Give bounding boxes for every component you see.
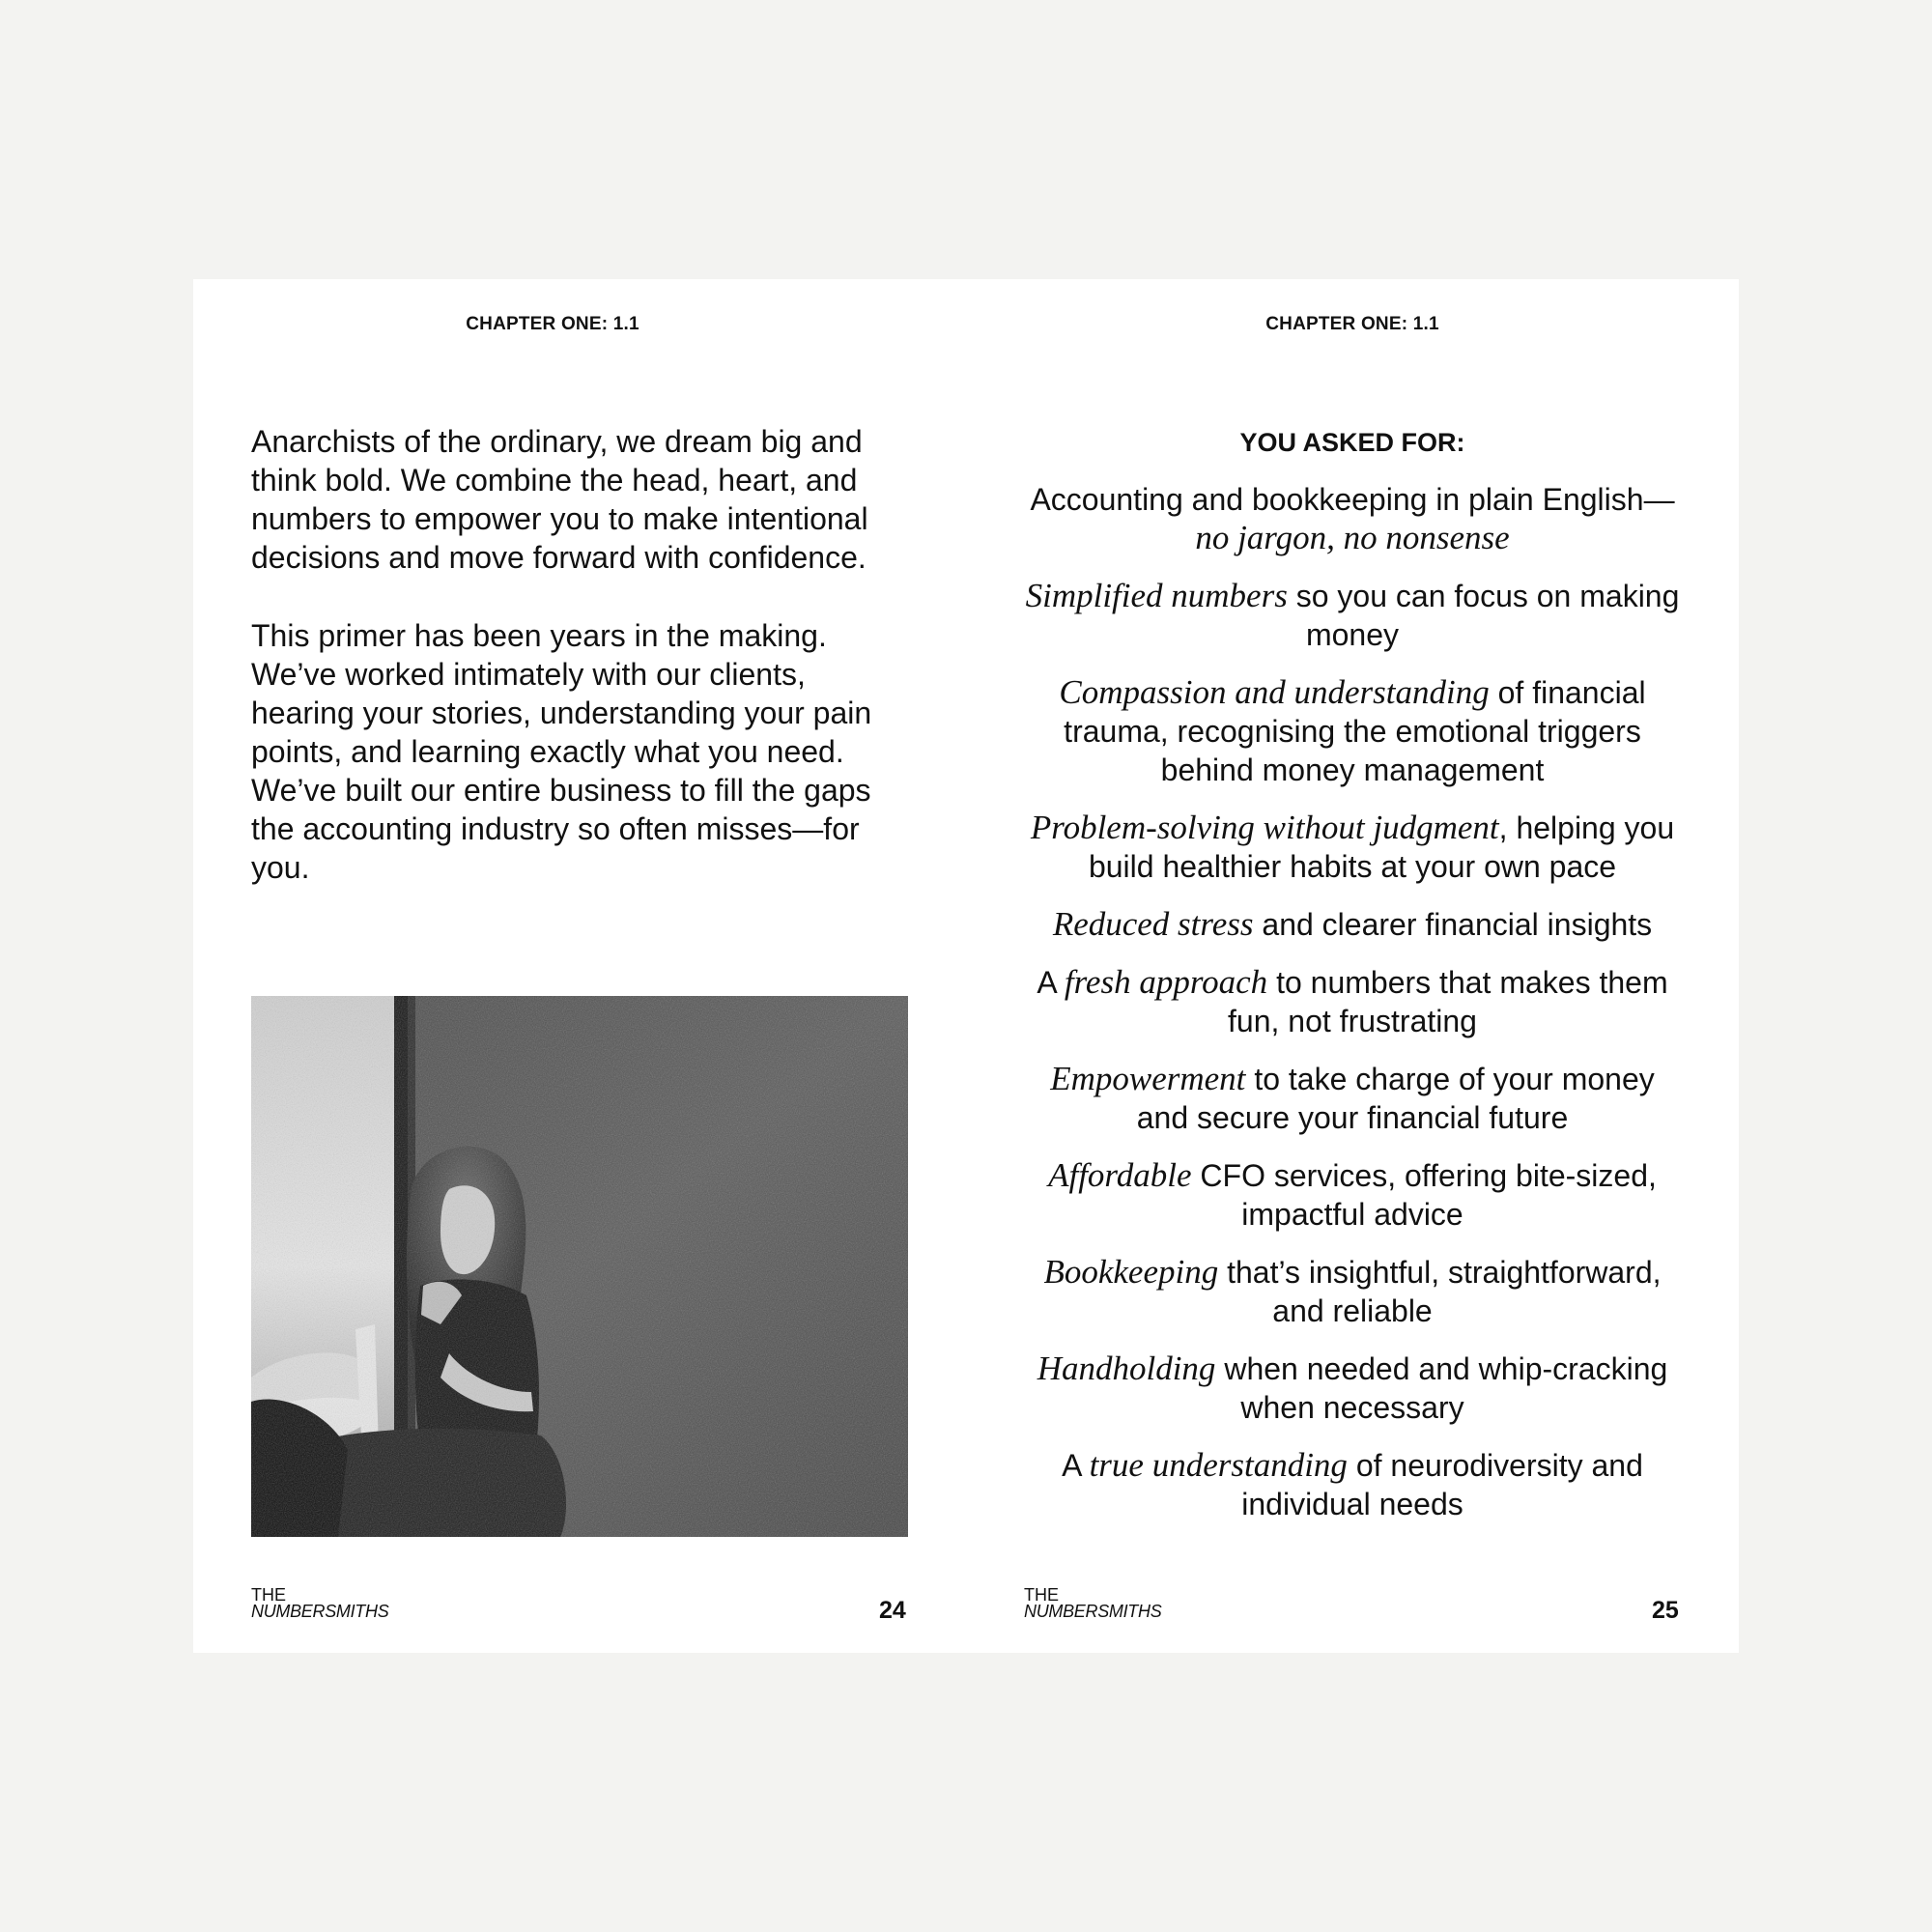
left-page [193,279,966,1653]
item-emphasis: Reduced stress [1052,905,1254,943]
asked-item [1024,480,1681,557]
chapter-label: CHAPTER ONE: 1.1 [466,314,639,334]
asked-item [1024,809,1681,886]
asked-item [1024,963,1681,1040]
asked-item [1024,673,1681,789]
asked-item [1024,905,1681,944]
item-emphasis: Bookkeeping [1043,1253,1219,1291]
item-text-after: when needed and whip-cracking when necessary [1215,1351,1668,1425]
chapter-header [166,314,939,335]
item-text-before: Accounting and bookkeeping in plain English— [1030,482,1675,517]
book-spread [193,279,1739,1653]
item-text-after: so you can focus on making money [1287,579,1680,652]
item-text-after: CFO services, offering bite-sized, impactful advice [1191,1158,1657,1232]
primer-paragraph: This primer has been years in the making. We’ve worked intimately with our clients, hearing your stories, understanding your pain points, and learning exactly what you need. We’ve built our entire business to fill the gaps the accounting industry so often misses—for you. [251,618,872,885]
asked-item [1024,1060,1681,1137]
item-emphasis: Compassion and understanding [1059,673,1490,711]
item-emphasis: Problem-solving without judgment [1030,809,1499,846]
asked-item [1024,1156,1681,1234]
logo-line-1: THE [251,1585,286,1605]
item-text-before: A [1037,965,1065,1000]
page-number: 24 [879,1597,906,1624]
item-emphasis: Empowerment [1050,1060,1246,1097]
item-emphasis: no jargon, no nonsense [1195,519,1510,556]
photo-illustration [251,996,908,1537]
asked-item [1024,1253,1681,1330]
item-text-after: to take charge of your money and secure your financial future [1136,1062,1655,1135]
numbersmiths-logo [1024,1587,1161,1620]
item-text-after: , helping you build healthier habits at your own pace [1088,810,1675,884]
item-text-after: to numbers that makes them fun, not frustrating [1228,965,1668,1038]
item-text-after: that’s insightful, straightforward, and reliable [1218,1255,1662,1328]
item-emphasis: Handholding [1037,1350,1216,1387]
logo-line-1: THE [1024,1585,1059,1605]
intro-paragraph: Anarchists of the ordinary, we dream big and think bold. We combine the head, heart, and numbers to empower you to make intentional decisions and move forward with confidence. [251,424,868,575]
photo-woman-reading [251,996,908,1537]
numbersmiths-logo [251,1587,388,1620]
chapter-header [966,314,1739,335]
asked-item [1024,1350,1681,1427]
item-text-before: A [1062,1448,1090,1483]
asked-item [1024,577,1681,654]
asked-heading: YOU ASKED FOR: [1239,428,1465,457]
logo-line-2: NUMBERSMITHS [251,1602,389,1621]
item-text-after: of financial trauma, recognising the emotional triggers behind money management [1064,675,1646,787]
asked-list [1024,480,1681,1543]
item-text-after: of neurodiversity and individual needs [1241,1448,1643,1521]
right-page [966,279,1739,1653]
item-emphasis: fresh approach [1064,963,1268,1001]
asked-item [1024,1446,1681,1523]
item-emphasis: Simplified numbers [1025,577,1288,614]
item-emphasis: true understanding [1089,1446,1348,1484]
logo-line-2: NUMBERSMITHS [1024,1602,1162,1621]
chapter-label: CHAPTER ONE: 1.1 [1265,314,1439,334]
item-emphasis: Affordable [1048,1156,1192,1194]
page-number: 25 [1652,1597,1679,1624]
item-text-after: and clearer financial insights [1253,907,1653,942]
